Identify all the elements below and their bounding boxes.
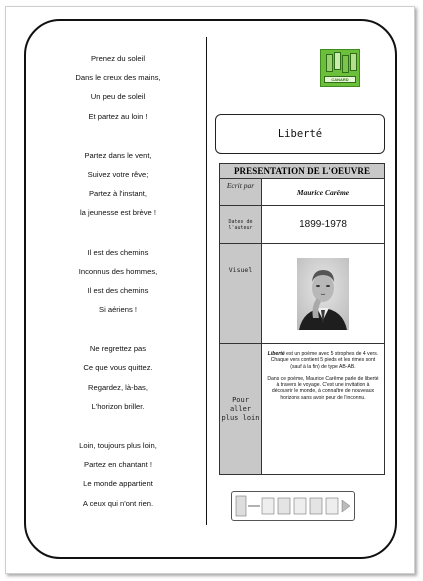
worksheet-page: [5, 6, 415, 574]
poem-line: Suivez votre rêve;: [87, 169, 149, 179]
poem-line: Partez à l'instant,: [88, 189, 147, 199]
poem-stanza: [30, 249, 206, 326]
poem-line: Inconnus des hommes,: [78, 266, 158, 276]
poem-line: Il est des chemins: [87, 247, 149, 257]
poem-line: Prenez du soleil: [90, 54, 146, 63]
poem-stanza: [30, 442, 206, 519]
visual-label: Visuel: [220, 244, 262, 343]
poem-line: Ne regrettez pas: [89, 344, 147, 354]
poem-line: la jeunesse est brève !: [80, 208, 156, 218]
books-icon: [320, 49, 360, 87]
dates-row: [220, 206, 384, 244]
poem-line: Regardez, là-bas,: [88, 382, 148, 392]
poem-stanza: [30, 345, 206, 422]
logo-label: CANARD: [324, 76, 356, 83]
more-row: [220, 344, 384, 474]
author-label: Ecrit par: [220, 179, 262, 205]
poem-line: Dans le creux des mains,: [75, 73, 161, 83]
poem-line: L'horizon briller.: [91, 401, 145, 411]
author-row: [220, 179, 384, 206]
author-portrait: [297, 258, 349, 330]
poem-line: Partez en chantant !: [84, 460, 152, 470]
dates-label: Dates de l'auteur: [220, 206, 262, 243]
description-paragraph-2: Dans ce poème, Maurice Carême parle de liberté à travers le voyage. C'est une invitation à découvrir le monde, à connaître de nouveaux horizons sans avoir peur de l'inconnu.: [267, 375, 379, 401]
presentation-table: [219, 163, 385, 475]
poem-line: Partez dans le vent,: [84, 150, 152, 160]
poem-stanza: [30, 152, 206, 229]
poem-stanza: [30, 55, 206, 132]
progress-strip-image: [231, 491, 355, 521]
poem-line: Loin, toujours plus loin,: [79, 441, 157, 450]
poem-text: [30, 55, 206, 539]
description: [262, 344, 384, 474]
author-dates: 1899-1978: [262, 206, 384, 243]
column-divider: [206, 37, 207, 525]
poem-line: Si aériens !: [99, 305, 137, 315]
poem-line: Un peu de soleil: [90, 92, 146, 102]
visual-row: [220, 244, 384, 344]
poem-line: Il est des chemins: [87, 285, 149, 295]
description-paragraph-1: est un poème avec 5 strophes de 4 vers. Chaque vers contient 5 pieds et les rimes sont (sauf à la fin) de type AB-AB.: [270, 351, 379, 370]
poem-line: A ceux qui n'ont rien.: [82, 498, 154, 508]
poem-line: Et partez au loin !: [88, 111, 148, 121]
poem-title: Liberté: [215, 114, 385, 154]
table-header: PRESENTATION DE L'OEUVRE: [220, 164, 384, 179]
author-name: Maurice Carême: [262, 179, 384, 205]
poem-line: Ce que vous quittez.: [83, 363, 153, 373]
description-title: Liberté: [267, 351, 285, 357]
more-label: Pour aller plus loin: [220, 344, 262, 474]
poem-line: Le monde appartient: [83, 479, 153, 489]
